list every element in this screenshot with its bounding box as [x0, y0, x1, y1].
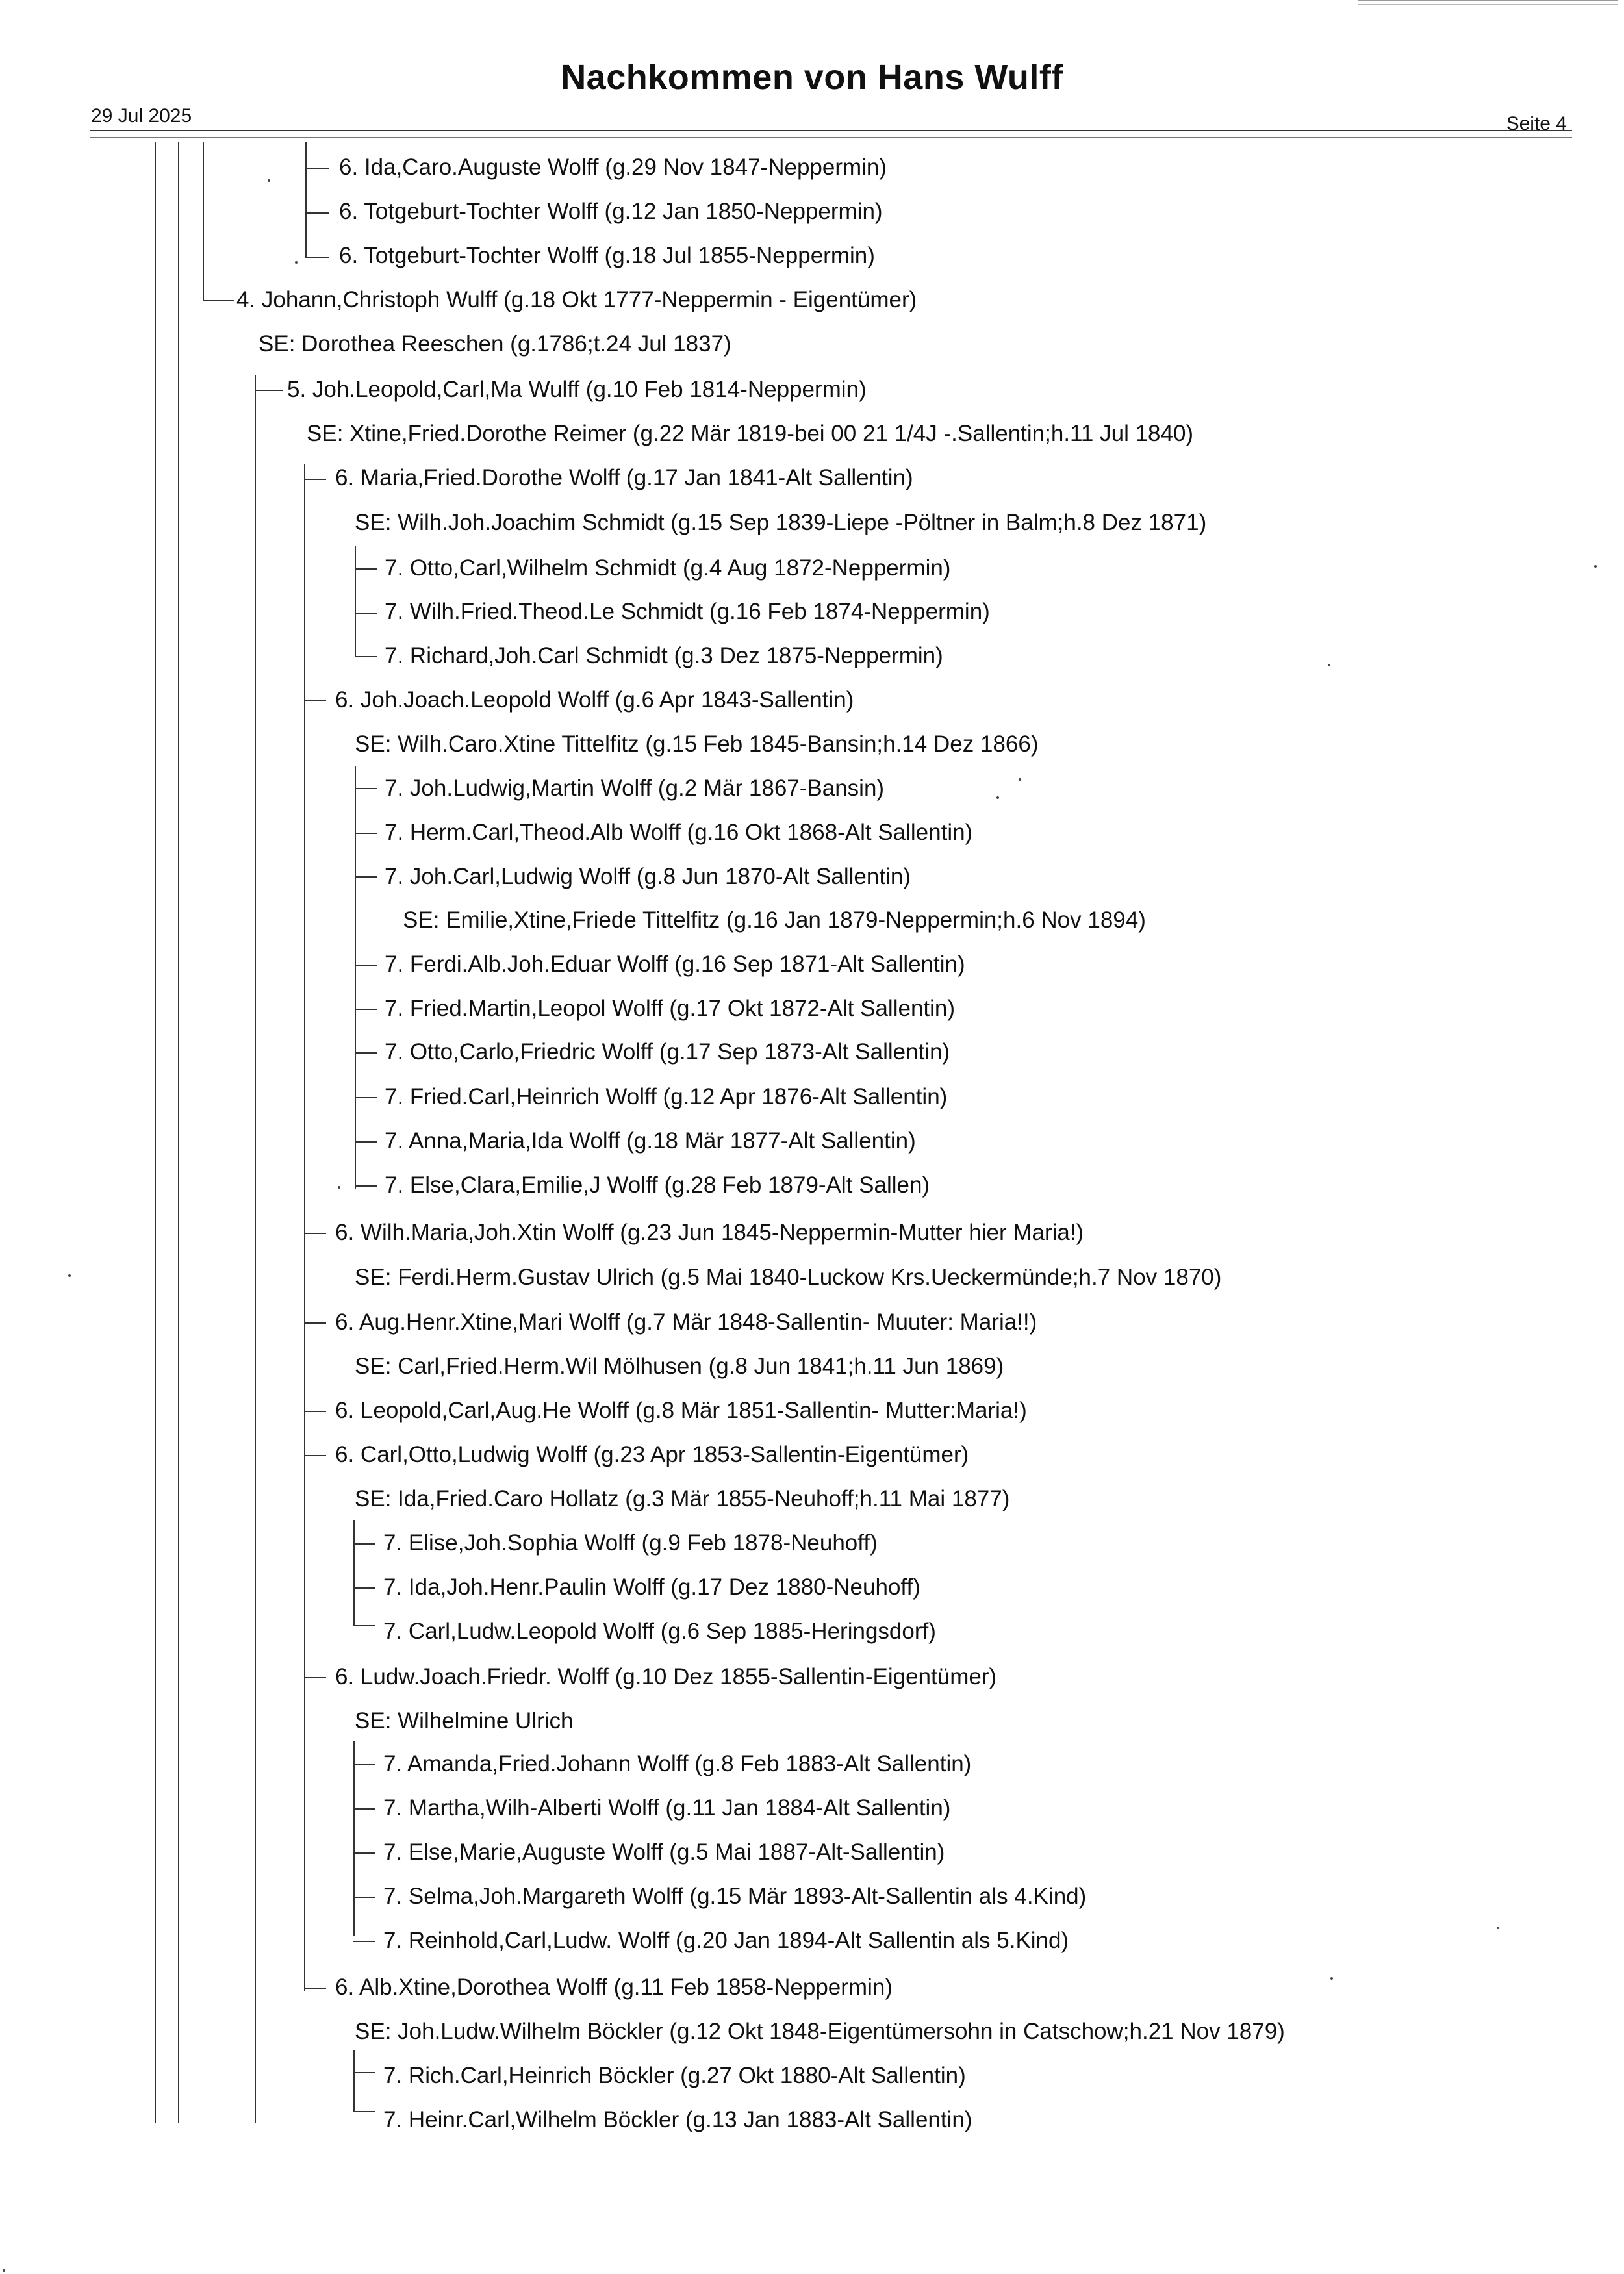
spouse-entry: SE: Joh.Ludw.Wilhelm Böckler (g.12 Okt 1848-Eigentümersohn in Catschow;h.21 Nov 1879): [355, 2019, 1285, 2044]
person-entry: 7. Fried.Carl,Heinrich Wolff (g.12 Apr 1876-Alt Sallentin): [385, 1084, 948, 1109]
page-number: Seite 4: [1506, 113, 1567, 134]
spouse-entry: SE: Xtine,Fried.Dorothe Reimer (g.22 Mär 1819-bei 00 21 1/4J -.Sallentin;h.11 Jul 1840): [307, 421, 1194, 446]
spouse-entry: SE: Ferdi.Herm.Gustav Ulrich (g.5 Mai 1840-Luckow Krs.Ueckermünde;h.7 Nov 1870): [355, 1265, 1222, 1290]
tree-line-level-7: [355, 766, 356, 1189]
tree-line-level-6-top: [305, 142, 307, 257]
person-entry: 7. Herm.Carl,Theod.Alb Wolff (g.16 Okt 1868-Alt Sallentin): [385, 820, 973, 845]
person-entry: 6. Totgeburt-Tochter Wolff (g.18 Jul 1855-Neppermin): [339, 243, 875, 268]
tree-line-level-4: [255, 375, 256, 2123]
branch-level-6: [304, 700, 326, 701]
branch-level-7: [353, 1941, 375, 1942]
branch-level-7: [355, 876, 377, 878]
branch-level-6: [304, 479, 326, 480]
branch-level-7: [355, 1052, 377, 1054]
person-entry: 7. Anna,Maria,Ida Wolff (g.18 Mär 1877-Alt Sallentin): [385, 1128, 916, 1154]
person-entry: 6. Wilh.Maria,Joh.Xtin Wolff (g.23 Jun 1845-Neppermin-Mutter hier Maria!): [335, 1220, 1084, 1245]
person-entry: 7. Else,Clara,Emilie,J Wolff (g.28 Feb 1879-Alt Sallen): [385, 1172, 930, 1198]
scan-speck: [1330, 1977, 1333, 1980]
person-entry: 6. Alb.Xtine,Dorothea Wolff (g.11 Feb 1858-Neppermin): [335, 1975, 893, 2000]
spouse-entry: SE: Wilh.Caro.Xtine Tittelfitz (g.15 Feb 1845-Bansin;h.14 Dez 1866): [355, 731, 1039, 757]
branch-level-7: [355, 1009, 377, 1010]
scan-speck: [996, 796, 999, 799]
person-entry: 6. Aug.Henr.Xtine,Mari Wolff (g.7 Mär 1848-Sallentin- Muuter: Maria!!): [335, 1309, 1037, 1335]
page-title: Nachkommen von Hans Wulff: [561, 58, 1063, 97]
person-entry: 7. Elise,Joh.Sophia Wolff (g.9 Feb 1878-Neuhoff): [383, 1530, 878, 1556]
person-entry: 7. Ida,Joh.Henr.Paulin Wolff (g.17 Dez 1880-Neuhoff): [383, 1574, 920, 1600]
spouse-entry: SE: Carl,Fried.Herm.Wil Mölhusen (g.8 Jun 1841;h.11 Jun 1869): [355, 1354, 1004, 1379]
person-entry: 7. Otto,Carlo,Friedric Wolff (g.17 Sep 1873-Alt Sallentin): [385, 1039, 950, 1065]
branch-level-7: [353, 1808, 375, 1810]
person-entry: 7. Selma,Joh.Margareth Wolff (g.15 Mär 1893-Alt-Sallentin als 4.Kind): [383, 1884, 1087, 1909]
person-entry: 7. Carl,Ludw.Leopold Wolff (g.6 Sep 1885-Heringsdorf): [383, 1619, 936, 1644]
branch-level-4: [203, 300, 234, 301]
branch-level-7: [355, 833, 377, 834]
branch-level-7: [355, 1141, 377, 1143]
spouse-entry: SE: Ida,Fried.Caro Hollatz (g.3 Mär 1855-Neuhoff;h.11 Mai 1877): [355, 1486, 1010, 1511]
branch-level-6: [304, 1455, 326, 1456]
branch-level-7: [355, 568, 377, 570]
tree-line-level-7: [355, 546, 356, 656]
person-entry: 6. Ida,Caro.Auguste Wolff (g.29 Nov 1847-Neppermin): [339, 155, 887, 180]
branch-level-5: [255, 390, 283, 391]
branch-level-6: [305, 257, 329, 258]
scan-speck: [68, 1274, 71, 1277]
tree-line-level-6: [304, 464, 305, 1991]
spouse-entry: SE: Dorothea Reeschen (g.1786;t.24 Jul 1837): [259, 331, 731, 357]
header-rule: [90, 130, 1572, 131]
branch-level-7: [353, 1625, 375, 1626]
person-entry: 7. Wilh.Fried.Theod.Le Schmidt (g.16 Feb 1874-Neppermin): [385, 599, 990, 624]
scan-speck: [1497, 1927, 1499, 1929]
tree-line-level-2: [178, 142, 179, 2123]
branch-level-6: [304, 1677, 326, 1678]
scan-speck: [1594, 565, 1597, 568]
person-entry: 6. Totgeburt-Tochter Wolff (g.12 Jan 1850-Neppermin): [339, 199, 883, 224]
corner-mark: [1358, 0, 1618, 1]
person-entry: 5. Joh.Leopold,Carl,Ma Wulff (g.10 Feb 1814-Neppermin): [287, 377, 867, 402]
branch-level-7: [353, 2111, 375, 2112]
header-rule: [90, 137, 1572, 138]
branch-level-7: [353, 1764, 375, 1765]
spouse-entry: SE: Wilhelmine Ulrich: [355, 1708, 574, 1734]
branch-level-7: [353, 2072, 375, 2073]
person-entry: 7. Heinr.Carl,Wilhelm Böckler (g.13 Jan 1883-Alt Sallentin): [383, 2107, 972, 2132]
person-entry: 7. Joh.Carl,Ludwig Wolff (g.8 Jun 1870-Alt Sallentin): [385, 864, 911, 889]
person-entry: 7. Rich.Carl,Heinrich Böckler (g.27 Okt 1880-Alt Sallentin): [383, 2063, 966, 2088]
spouse-entry: SE: Wilh.Joh.Joachim Schmidt (g.15 Sep 1839-Liepe -Pöltner in Balm;h.8 Dez 1871): [355, 510, 1207, 535]
person-entry: 7. Ferdi.Alb.Joh.Eduar Wolff (g.16 Sep 1871-Alt Sallentin): [385, 952, 965, 977]
corner-mark: [1358, 4, 1618, 5]
branch-level-7: [353, 1543, 375, 1545]
person-entry: 6. Joh.Joach.Leopold Wolff (g.6 Apr 1843-Sallentin): [335, 687, 854, 713]
person-entry: 7. Else,Marie,Auguste Wolff (g.5 Mai 1887-Alt-Sallentin): [383, 1839, 945, 1865]
branch-level-7: [355, 1097, 377, 1098]
branch-level-7: [355, 788, 377, 789]
scan-speck: [268, 179, 270, 182]
tree-line-level-1: [155, 142, 156, 2123]
branch-level-6: [305, 168, 329, 169]
scan-speck: [3, 2269, 5, 2272]
branch-level-6: [304, 1988, 326, 1989]
person-entry: 7. Amanda,Fried.Johann Wolff (g.8 Feb 1883-Alt Sallentin): [383, 1751, 972, 1776]
person-entry: 7. Joh.Ludwig,Martin Wolff (g.2 Mär 1867-Bansin): [385, 776, 885, 801]
branch-level-6: [304, 1322, 326, 1324]
branch-level-7: [355, 965, 377, 966]
person-entry: 6. Leopold,Carl,Aug.He Wolff (g.8 Mär 1851-Sallentin- Mutter:Maria!): [335, 1398, 1027, 1423]
scan-speck: [1019, 778, 1021, 781]
branch-level-6: [304, 1411, 326, 1412]
scan-speck: [295, 261, 298, 264]
spouse-entry: SE: Emilie,Xtine,Friede Tittelfitz (g.16 Jan 1879-Neppermin;h.6 Nov 1894): [403, 907, 1146, 933]
person-entry: 6. Ludw.Joach.Friedr. Wolff (g.10 Dez 1855-Sallentin-Eigentümer): [335, 1664, 997, 1689]
scan-speck: [1328, 664, 1330, 666]
person-entry: 7. Richard,Joh.Carl Schmidt (g.3 Dez 1875-Neppermin): [385, 643, 943, 668]
tree-line-level-7: [353, 2050, 355, 2112]
person-entry: 6. Carl,Otto,Ludwig Wolff (g.23 Apr 1853-Sallentin-Eigentümer): [335, 1442, 969, 1467]
person-entry: 7. Fried.Martin,Leopol Wolff (g.17 Okt 1872-Alt Sallentin): [385, 996, 956, 1021]
scan-speck: [338, 1186, 340, 1189]
person-entry: 7. Otto,Carl,Wilhelm Schmidt (g.4 Aug 1872-Neppermin): [385, 555, 951, 581]
branch-level-7: [355, 656, 377, 657]
tree-line-level-3: [203, 142, 204, 301]
branch-level-7: [353, 1587, 375, 1589]
branch-level-7: [355, 613, 377, 614]
branch-level-6: [305, 212, 329, 214]
person-entry: 6. Maria,Fried.Dorothe Wolff (g.17 Jan 1841-Alt Sallentin): [335, 465, 913, 490]
branch-level-7: [353, 1852, 375, 1854]
print-date: 29 Jul 2025: [91, 105, 192, 127]
person-entry: 7. Reinhold,Carl,Ludw. Wolff (g.20 Jan 1894-Alt Sallentin als 5.Kind): [383, 1928, 1069, 1953]
branch-level-7: [355, 1185, 377, 1187]
person-entry: 4. Johann,Christoph Wulff (g.18 Okt 1777-Neppermin - Eigentümer): [236, 287, 917, 312]
person-entry: 7. Martha,Wilh-Alberti Wolff (g.11 Jan 1884-Alt Sallentin): [383, 1795, 951, 1821]
tree-line-level-7: [353, 1741, 355, 1936]
branch-level-7: [353, 1897, 375, 1898]
branch-level-6: [304, 1233, 326, 1234]
tree-line-level-7: [353, 1520, 355, 1625]
